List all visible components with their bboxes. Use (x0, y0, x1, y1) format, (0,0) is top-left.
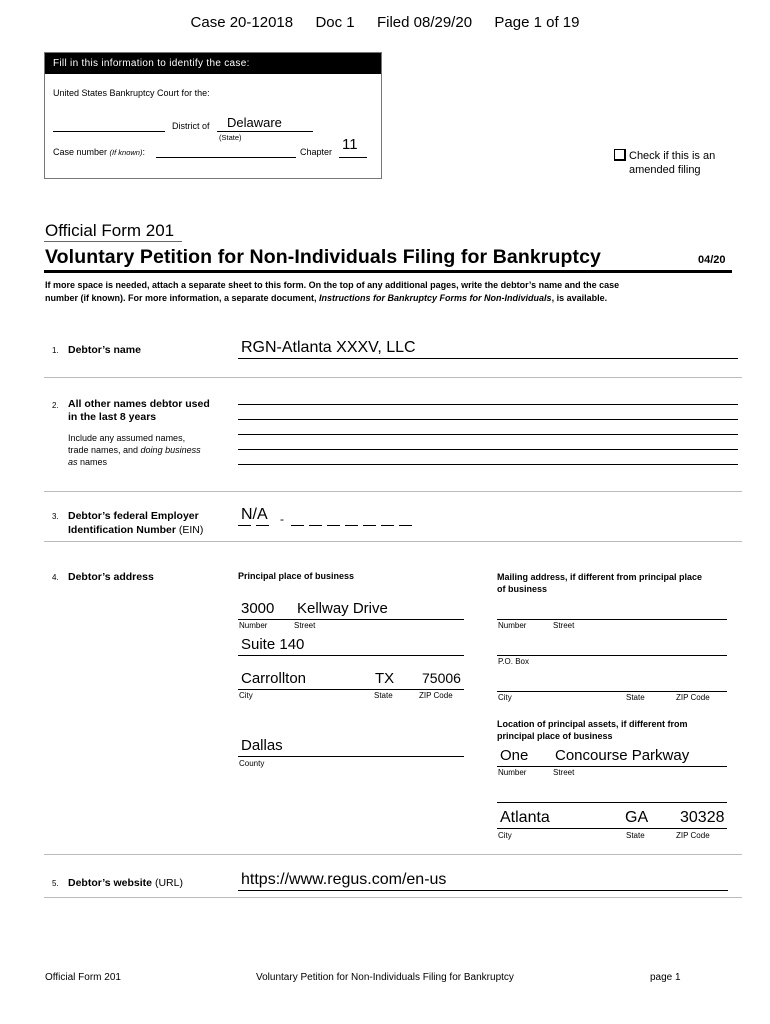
q5-number: 5. (52, 879, 59, 888)
assets-street-value: Concourse Parkway (555, 747, 690, 764)
number-caption: Number (498, 621, 527, 630)
zip-caption: ZIP Code (676, 831, 710, 840)
street-caption: Street (553, 621, 575, 630)
footer-form-name: Official Form 201 (45, 972, 121, 983)
principal-line2-value: Suite 140 (241, 636, 305, 653)
divider (44, 854, 742, 855)
mailing-po-box-field[interactable] (497, 655, 727, 656)
principal-state-value: TX (375, 670, 395, 687)
ein-digit[interactable] (238, 525, 251, 526)
number-caption: Number (239, 621, 268, 630)
assets-city-value: Atlanta (500, 809, 550, 826)
other-names-field-3[interactable] (238, 434, 738, 435)
ein-separator: - (280, 512, 284, 526)
zip-caption: ZIP Code (676, 693, 710, 702)
q1-label: Debtor’s name (68, 344, 141, 356)
assets-city-field[interactable] (497, 828, 727, 829)
ein-digit[interactable] (381, 525, 394, 526)
q4-number: 4. (52, 573, 59, 582)
chapter-value: 11 (342, 136, 358, 153)
website-value: https://www.regus.com/en-us (241, 871, 447, 888)
footer-form-title: Voluntary Petition for Non-Individuals Filing for Bankruptcy (256, 972, 514, 983)
principal-number-value: 3000 (241, 600, 275, 617)
county-caption: County (239, 759, 265, 768)
ein-digit[interactable] (327, 525, 340, 526)
other-names-field-2[interactable] (238, 419, 738, 420)
filed-date: Filed 08/29/20 (376, 14, 473, 31)
case-identification-box (44, 52, 382, 179)
divider (44, 377, 742, 378)
page-indicator: Page 1 of 19 (494, 14, 580, 31)
q3-number: 3. (52, 512, 59, 521)
principal-street-value: Kellway Drive (297, 600, 388, 617)
form-version: 04/20 (698, 254, 726, 266)
website-field[interactable] (238, 890, 728, 891)
state-caption: State (374, 691, 393, 700)
case-number-field[interactable] (156, 157, 296, 158)
city-caption: City (498, 693, 512, 702)
mailing-address-heading: Mailing address, if different from principal place of business (497, 572, 703, 594)
ein-digit[interactable] (256, 525, 269, 526)
assets-line2-field[interactable] (497, 802, 727, 803)
debtor-name-field[interactable] (238, 358, 738, 359)
state-caption: State (626, 693, 645, 702)
case-header (0, 14, 770, 31)
principal-zip-value: 75006 (422, 670, 461, 686)
divider (44, 491, 742, 492)
amended-checkbox[interactable] (614, 149, 626, 161)
principal-county-value: Dallas (241, 737, 283, 754)
q2-number: 2. (52, 401, 59, 410)
form-title: Voluntary Petition for Non-Individuals Filing for Bankruptcy (45, 246, 601, 268)
assets-street-field[interactable] (497, 766, 727, 767)
divider (44, 541, 742, 542)
court-label: United States Bankruptcy Court for the: (53, 88, 210, 98)
assets-heading: Location of principal assets, if different from principal place of business (497, 719, 688, 741)
ein-digit[interactable] (399, 525, 412, 526)
chapter-field[interactable] (339, 157, 367, 158)
mailing-street-field[interactable] (497, 619, 727, 620)
principal-city-field[interactable] (238, 689, 464, 690)
divider (44, 897, 742, 898)
principal-line2-field[interactable] (238, 655, 464, 656)
ein-digit[interactable] (309, 525, 322, 526)
q2-label: All other names debtor used in the last 8 years (68, 398, 210, 423)
ein-digit[interactable] (291, 525, 304, 526)
q1-number: 1. (52, 346, 59, 355)
principal-street-field[interactable] (238, 619, 464, 620)
footer-page-number: page 1 (650, 972, 681, 983)
district-value: Delaware (227, 115, 282, 130)
form-name-underline (44, 241, 182, 242)
q3-label: Debtor’s federal Employer Identification Number (EIN) (68, 510, 204, 536)
assets-state-value: GA (625, 809, 649, 826)
ein-digit[interactable] (363, 525, 376, 526)
other-names-field-4[interactable] (238, 449, 738, 450)
mailing-city-field[interactable] (497, 691, 727, 692)
other-names-field-5[interactable] (238, 464, 738, 465)
state-caption: State (626, 831, 645, 840)
form-name: Official Form 201 (45, 221, 175, 240)
amended-label: Check if this is an amended filing (629, 150, 716, 176)
po-box-caption: P.O. Box (498, 657, 529, 666)
ein-value: N/A (241, 506, 268, 523)
chapter-label: Chapter (300, 147, 333, 157)
street-caption: Street (294, 621, 316, 630)
principal-place-heading: Principal place of business (238, 571, 355, 581)
q5-label: Debtor’s website (URL) (68, 877, 183, 889)
district-label: District of (172, 121, 210, 131)
doc-number: Doc 1 (315, 14, 355, 31)
principal-county-field[interactable] (238, 756, 464, 757)
other-names-field-1[interactable] (238, 404, 738, 405)
debtor-name-value: RGN-Atlanta XXXV, LLC (241, 339, 416, 356)
q4-label: Debtor’s address (68, 571, 154, 583)
form-instructions: If more space is needed, attach a separate sheet to this form. On the top of any additional pages, write the debtor’s name and the case number (if known). For more information, a separate document, Instructions for Bankruptcy Forms for Non-Individuals, is available. (45, 280, 620, 303)
city-caption: City (239, 691, 253, 700)
city-caption: City (498, 831, 512, 840)
assets-number-value: One (500, 747, 529, 764)
ein-digit[interactable] (345, 525, 358, 526)
zip-caption: ZIP Code (419, 691, 453, 700)
street-caption: Street (553, 768, 575, 777)
district-prefix-line (53, 131, 165, 132)
case-number-label: Case number (If known): (53, 147, 145, 157)
principal-city-value: Carrollton (241, 670, 307, 687)
case-box-title: Fill in this information to identify the case: (45, 53, 381, 74)
assets-zip-value: 30328 (680, 809, 725, 826)
title-rule (44, 270, 732, 273)
q2-note: Include any assumed names, trade names, and doing business as names (68, 433, 201, 467)
state-caption: (State) (219, 133, 242, 142)
case-number-header: Case 20-12018 (190, 14, 294, 31)
district-field[interactable] (217, 131, 313, 132)
number-caption: Number (498, 768, 527, 777)
